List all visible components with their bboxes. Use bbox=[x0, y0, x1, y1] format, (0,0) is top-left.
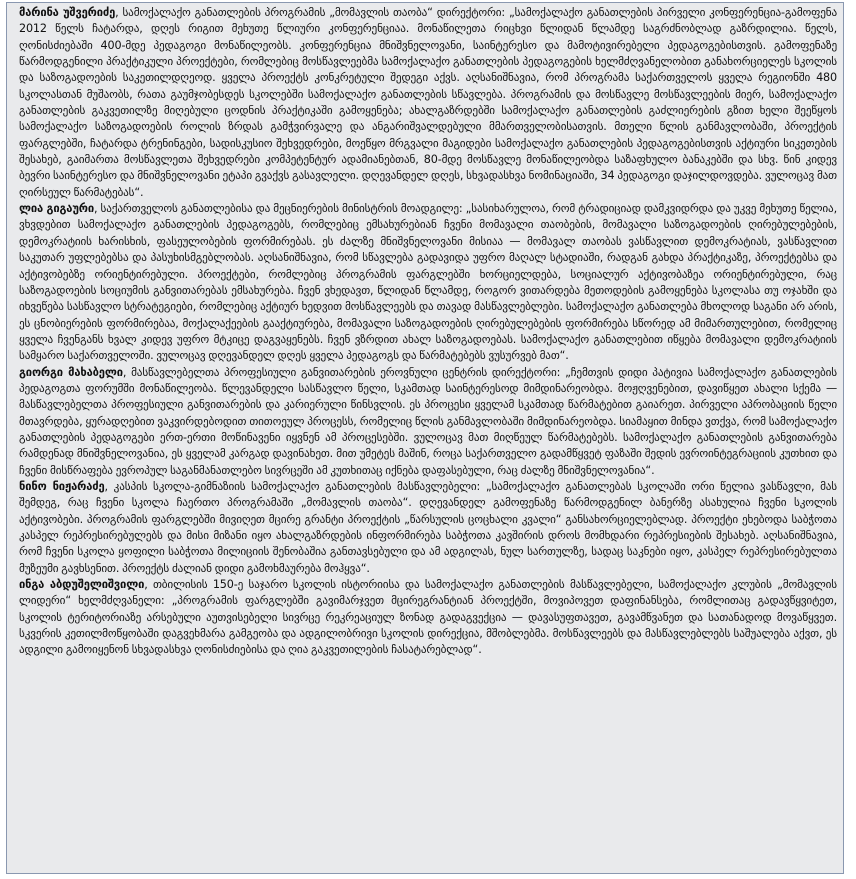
speaker-name: მარინა უშვერიძე bbox=[19, 6, 116, 19]
quote-paragraph-2 bbox=[19, 201, 837, 364]
speaker-name: ინგა აბდუშელიშვილი bbox=[19, 578, 145, 592]
quote-paragraph-4 bbox=[19, 479, 837, 577]
quote-text: , საქართველოს განათლებისა და მეცნიერების მინისტრის მოადგილე: „სასიხარულოა, რომ ტრადიციად დამკვიდრდა და უკვე მეხუთე წელია, ვხვდებით სამოქალაქო განათლების პედაგოგებს, რომლებიც ემსახურებიან ჩვენი მომავალი თაობების, მომავალი საზოგადოების ღირებულებების, დემოკრატიის ხარისხის, ფასეულობების ფორმირებას. ეს ძალზე მნიშვნელოვანი მისიაა — მომავალ თაობას ვასწავლით დემოკრატიას, ვასწავლით საკუთარ უფლებებსა და პასუხისმგებლობას. აღსანიშნავია, რომ სწავლება გადავიდა უფრო მაღალ სტადიაში, რადგან გახდა პრაქტიკაზე, პროექტებსა და აქტივობებზე ორიენტირებული. პროექტები, რომლებიც პროგრამის ფარგლებში ხორციელდება, სოციალურ აქტივობაზეა ორიენტირებული, რაც საზოგადოების სოციუმის განვითარებას ემსახურება. ჩვენ ვხედავთ, წლიდან წლამდე, როგორ ვითარდება მეთოდების გამოყენება სკოლასა თუ ოჯახში და იხვეწება სასწავლო სტრატეგიები, რომლებიც აქტიურ ხედვით მოსწავლეებს და თავად მასწავლებლები. სამოქალაქო განათლება მხოლოდ საგანი არ არის, ეს ცნობიერების ფორმირებაა, მოქალაქეების გააქტიურება, მომავალი საზოგადოების ღირებულებების ფორმირება სწორედ ამ მიმართულებით, რომელიც ყველა ჩვენგანს ხვალ კიდევ უფრო მტკიცე დაგვაყენებს. ჩვენ ვზრდით ახალ საზოგადოებას. სამოქალაქო განათლებით იწყება მომავალი დემოკრატიის სამყარო საქართველოში. ვულოცავ დღევანდელ დღეს ყველა პედაგოგს და წარმატებებს ვუსურვებ მათ“. bbox=[19, 202, 837, 363]
quote-paragraph-5 bbox=[19, 577, 837, 659]
article-body bbox=[6, 2, 844, 874]
speaker-name: ნინო ნიჟარაძე bbox=[19, 479, 105, 493]
speaker-name: გიორგი მახაბელი bbox=[19, 365, 123, 379]
quote-paragraph-1 bbox=[19, 5, 837, 201]
speaker-name: ლია გიგაური bbox=[19, 202, 95, 216]
quote-text: , სამოქალაქო განათლების პროგრამის „მომავლის თაობა“ დირექტორი: „სამოქალაქო განათლების პირველი კონფერენცია-გამოფენა 2012 წელს ჩატარდა, დღეს რიგით მეხუთე წლიური კონფერენციაა. მონაწილეთა რიცხვი წლიდან წლამდე საგრძნობლად გაზრდილია. წელს, ღონისძიებაში 400-მდე პედაგოგი მონაწილეობს. კონფერენცია მნიშვნელოვანი, საინტერესო და მამოტივირებელი პედაგოგებისთვის. გამოფენაზე წარმოდგენილი პრაქტიკული პროექტები, რომლებიც მოსწავლეებმა სამოქალაქო განათლების პედაგოგების ხელმძღვანელობით განახორციელეს სკოლის და საზოგადოების საკეთილდღეოდ. ყველა პროექტს კონკრეტული შედეგი აქვს. აღსანიშნავია, რომ პროგრამა საქართველოს ყველა რეგიონში 480 სკოლასთან მუშაობს, რათა გაუმჯობესდეს სკოლებში სამოქალაქო განათლების სწავლება. პროგრამის და მოსწავლე მოსწავლეების მიერ, სამოქალაქო განათლების გაკვეთილზე მიღებული ცოდნის პრაქტიკაში გამოყენება; ახალგაზრდებში სამოქალაქო განათლების გაძლიერების გზით ხელი შეეწყოს სამოქალაქო საზოგადოების როლის ზრდას გამჭვირვალე და ანგარიშვალდებული მმართველობისათვის. მთელი წლის განმავლობაში, პროექტის ფარგლებში, ჩატარდა ტრენინგები, სადისკუსიო შეხვედრები, მოეწყო მრგვალი მაგიდები სამოქალაქო განათლების პედაგოგებისთვის აქტიური სიკეთების შესახებ, გაიმართა მოსწავლეთა შეხვედრები კომპეტენტურ ადამიანებთან, 80-მდე მოსწავლე მონაწილეობდა საზაფხულო ბანაკებში და სხვ. წინ კიდევ ბევრი საინტერესო და მნიშვნელოვანი ეტაპი გვაქვს გასავლელი. დღევანდელ დღეს, სხვადასხვა ნომინაციაში, 34 პედაგოგი დაჯილდოვდება. ვულოცავ მათ ღირსეულ წარმატებას“. bbox=[19, 6, 837, 199]
quote-text: , თბილისის 150-ე საჯარო სკოლის ისტორიისა და სამოქალაქო განათლების მასწავლებელი, სამოქალაქო კლუბის „მომავლის ლიდერი“ ხელმძღვანელი: „პროგრამის ფარგლებში გავიმარჯვეთ მცირეგრანტიან პროექტში, მოვიპოვეთ დაფინანსება, რომლითაც გადავწყვიტეთ, სკოლის ტერიტორიაზე არსებული აუთვისებელი სივრცე რეკრეაციულ ზონად გადაგვექცია — დავასუფთავეთ, გავამწვანეთ და სათანადოდ მოვაწყვეთ. სკვერის კეთილმოწყობაში დაგვეხმარა გამგეობა და ადგილობრივი სკოლის დირექცია, მშობლებმა. მოსწავლეებს და მასწავლებლებს საშუალება აქვთ, ეს ადგილი გამოიყენონ სხვადასხვა ღონისძიებისა და ღია გაკვეთილების ჩასატარებლად“. bbox=[19, 578, 837, 657]
quote-text: , კასპის სკოლა-გიმნაზიის სამოქალაქო განათლების მასწავლებელი: „სამოქალაქო განათლებას სკოლაში ორი წელია ვასწავლი, მას შემდეგ, რაც ჩვენი სკოლა ჩაერთო პროგრამაში „მომავლის თაობა“. დღევანდელ გამოფენაზე წარმოდგენილ ბანერზე ასახულია ჩვენი სკოლის აქტივობები. პროგრამის ფარგლებში მივიღეთ მცირე გრანტი პროექტის „წარსულის ცოცხალი კვალი“ განსახორციელებლად. პროექტი ეხებოდა საბჭოთა კასპელ რეპრესირებულებს და მისი მიზანი იყო ახალგაზრდების ინფორმირება საბჭოთა კავშირის დროს მომხდარი რეპრესიების შესახებ. აღსანიშნავია, რომ ჩვენი სკოლა ყოფილი საბჭოთა მილიციის შენობაშია განთავსებული და ამ ადგილას, ნულ სართულზე, სადაც საკნები იყო, კასპელ რეპრესირებულთა მუზეუმი გავხსენით. პროექტს ძალიან დიდი გამოხმაურება მოჰყვა“. bbox=[19, 479, 837, 575]
quote-text: , მასწავლებელთა პროფესიული განვითარების ეროვნული ცენტრის დირექტორი: „ჩემთვის დიდი პატივია სამოქალაქო განათლების პედაგოგთა ფორუმში მონაწილეობა. წლევანდელი სასწავლო წელი, სკამთად საინტერესოდ მიმდინარეობდა. მოჟღვენებით, დავიწყეთ ახალი სქემა — მასწავლებელთა პროფესიული განვითარების და კარიერული წინსვლის. ეს პროცესი ყველამ სკამთად წარმატებით გაიარეთ. პირველი აპრობაციის წელი მთავრდება, ყურადღებით ვაკვირდებოდით თითოეულ პროცესს, რომელიც წლის განმავლობაში მიმდინარეობდა. სიამაყით მინდა ვთქვა, რომ სამოქალაქო განათლების პედაგოგები ერთ-ერთი მოწინავენი იყვნენ ამ პროცესებში. ვულოცავ მათ მიღწეულ წარმატებებს. სამოქალაქო განათლების განვითარება რამდენად მნიშვნელოვანია, ეს ყველამ კარგად დავინახეთ. მით უმეტეს მაშინ, როცა საქართველო გადამწყვეტ ფაზაში შედის ევროინტეგრაციის კუთხით და ჩვენი მისწრაფება ევროპულ საგანმანათლებო სივრცეში ამ კუთხითაც იქნება დაფასებული, რაც ძალზე მნიშვნელოვანია“. bbox=[19, 365, 837, 477]
quote-paragraph-3 bbox=[19, 365, 837, 479]
